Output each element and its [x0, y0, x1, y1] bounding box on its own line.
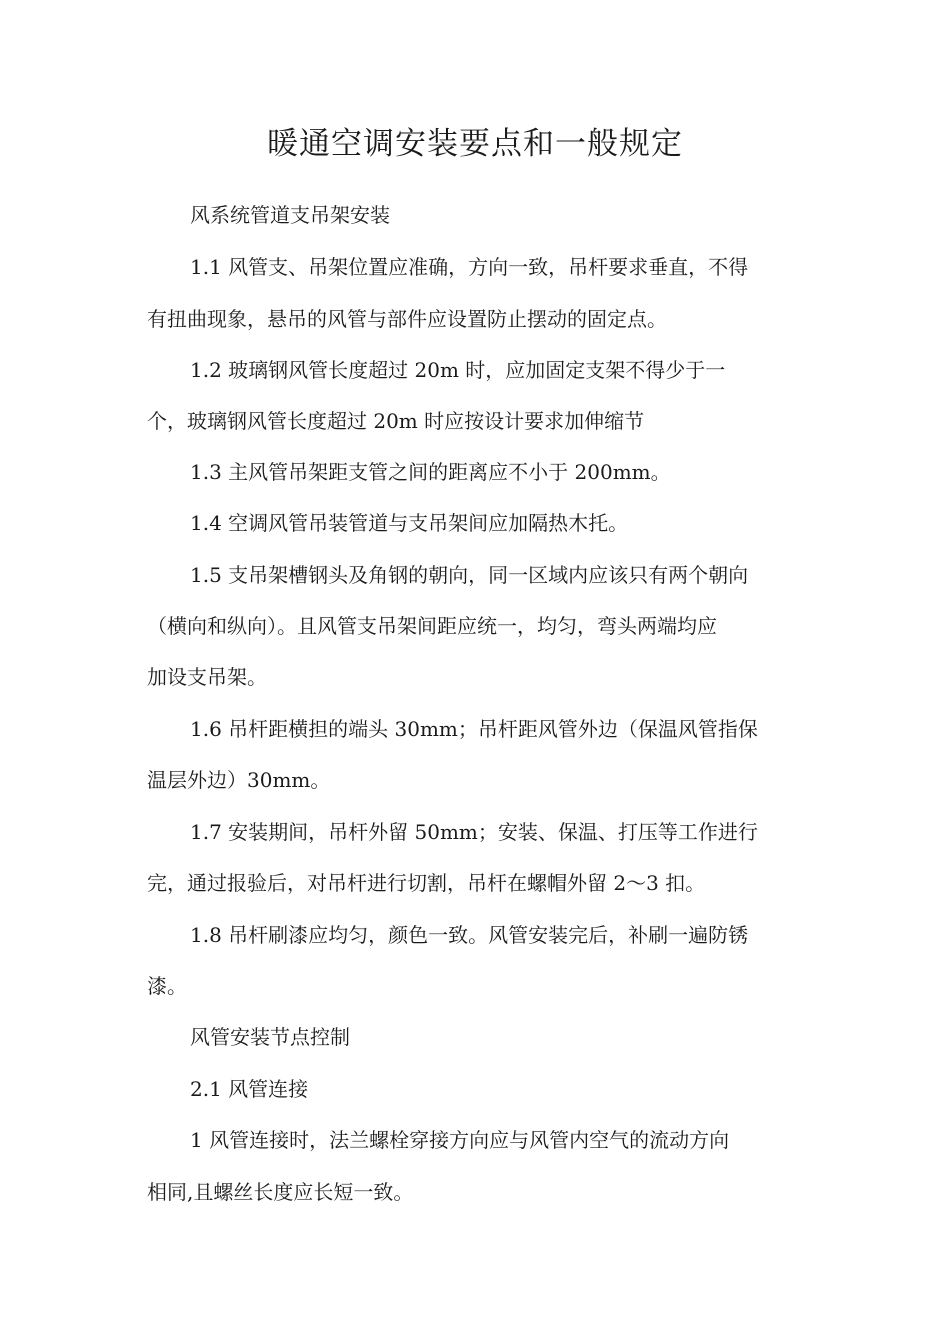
paragraph-line: 相同,且螺丝长度应长短一致。 [147, 1180, 414, 1204]
section-heading: 风管安装节点控制 [190, 1025, 350, 1049]
paragraph-line: 加设支吊架。 [147, 665, 267, 689]
document-title: 暖通空调安装要点和一般规定 [267, 126, 683, 162]
paragraph-line: 1 风管连接时，法兰螺栓穿接方向应与风管内空气的流动方向 [190, 1128, 730, 1152]
paragraph-line: 1.6 吊杆距横担的端头 30mm；吊杆距风管外边（保温风管指保 [190, 717, 758, 741]
paragraph-line: 1.5 支吊架槽钢头及角钢的朝向，同一区域内应该只有两个朝向 [190, 563, 749, 587]
paragraph-line: 1.3 主风管吊架距支管之间的距离应不小于 200mm。 [190, 460, 671, 484]
paragraph-line: 完，通过报验后，对吊杆进行切割，吊杆在螺帽外留 2～3 扣。 [147, 871, 706, 895]
paragraph-line: 1.4 空调风管吊装管道与支吊架间应加隔热木托。 [190, 511, 629, 535]
subsection-heading: 2.1 风管连接 [190, 1077, 309, 1101]
section-heading: 风系统管道支吊架安装 [190, 203, 390, 227]
paragraph-line: 1.1 风管支、吊架位置应准确，方向一致，吊杆要求垂直，不得 [190, 255, 749, 279]
paragraph-line: 漆。 [147, 974, 187, 998]
paragraph-line: （横向和纵向）。且风管支吊架间距应统一，均匀，弯头两端均应 [147, 614, 717, 638]
paragraph-line: 1.8 吊杆刷漆应均匀，颜色一致。风管安装完后，补刷一遍防锈 [190, 923, 749, 947]
paragraph-line: 温层外边）30mm。 [147, 768, 331, 792]
paragraph-line: 1.7 安装期间，吊杆外留 50mm；安装、保温、打压等工作进行 [190, 820, 758, 844]
paragraph-line: 个，玻璃钢风管长度超过 20m 时应按设计要求加伸缩节 [147, 409, 645, 433]
paragraph-line: 有扭曲现象，悬吊的风管与部件应设置防止摆动的固定点。 [147, 307, 667, 331]
paragraph-line: 1.2 玻璃钢风管长度超过 20m 时，应加固定支架不得少于一 [190, 358, 726, 382]
